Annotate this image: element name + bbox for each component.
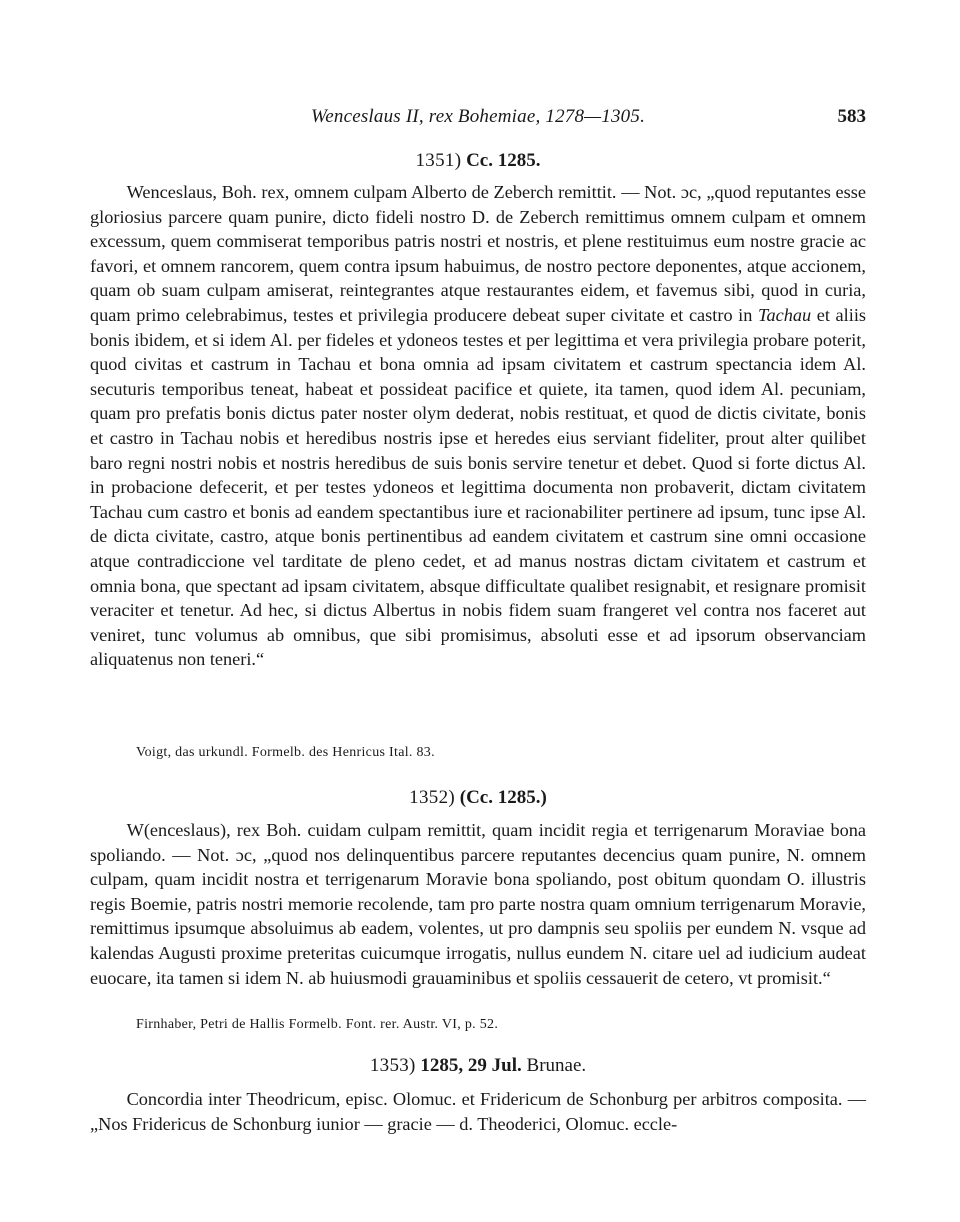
- entry-date: Cc. 1285.: [466, 150, 541, 171]
- page-number: 583: [837, 106, 866, 127]
- entry-text-italic: Tachau: [758, 304, 812, 325]
- entry-heading-1352: [90, 787, 866, 809]
- page-header: [90, 106, 866, 134]
- entry-date: 1285, 29 Jul.: [420, 1055, 522, 1076]
- entry-heading-1351: [90, 150, 866, 172]
- entry-text: Wenceslaus, Boh. rex, omnem culpam Alberto de Zeberch remittit. — Not. ɔc, „quod reputantes esse gloriosius parcere quam punire, dicto fideli nostro D. de Zeberch remittimus omnem culpam et omnem excessum, quem commiserat temporibus patris nostri et nostris, et plene restituimus eum nostre gracie ac favori, et omnem rancorem, quem contra ipsum habuimus, de nostro pectore deponentes, atque accionem, quam ob suam culpam amiserat, reintegrantes atque restaurantes eidem, et favemus sibi, quod in curia, quam primo celebrabimus, testes et privilegia producere debeat super civitate et castro in: [90, 182, 866, 325]
- entry-body-1353: Concordia inter Theodricum, episc. Olomuc. et Fridericum de Schonburg per arbitros composita. — „Nos Fridericus de Schonburg iunior — gracie — d. Theoderici, Olomuc. eccle-: [90, 1089, 866, 1134]
- entry-source-1351: Voigt, das urkundl. Formelb. des Henricus Ital. 83.: [136, 745, 435, 760]
- entry-number: 1351): [415, 150, 462, 171]
- entry-date: (Cc. 1285.): [459, 787, 547, 808]
- entry-body-1351: [90, 180, 866, 672]
- entry-text-rest: et aliis bonis ibidem, et si idem Al. per fideles et ydoneos testes et per legittima et vera privilegia probare poterit, quod civitas et castrum in Tachau et bona omnia ad ipsam civitatem et castrum spectancia idem Al. secuturis temporibus teneat, habeat et possideat pacifice et quiete, ita tamen, quod idem Al. pecuniam, quam pro prefatis bonis dictus pater noster olym dederat, nobis restituat, et quod de dictis civitate, bonis et castro in Tachau nobis et heredibus nostris ipse et heredes eius serviant fideliter, prout alter quilibet baro regni nostri nobis et nostris heredibus de suis bonis servire tenetur et debet. Quod si forte dictus Al. in probacione defecerit, et per testes ydoneos et legittima documenta non probaverit, dictam civitatem Tachau cum castro et bonis ad eandem spectantibus iure et racionabiliter pertinere ad ipsum, tunc ipse Al. de dicta civitate, castro, atque bonis pertinentibus ad eandem civitatem et castrum sine omni occasione atque contradiccione vel tarditate de pleno cedet, et ad manus nostras dictam civitatem et castrum et omnia bona, que spectant ad ipsam civitatem, absque difficultate qualibet resignabit, et resignare promisit veraciter et tenetur. Ad hec, si dictus Albertus in nobis fidem suam frangeret vel contra nos faceret aut veniret, tunc volumus ab omnibus, que sibi promisimus, absoluti esse et ad ipsorum observanciam aliquatenus non teneri.“: [90, 304, 867, 670]
- entry-heading-1353: [90, 1055, 866, 1077]
- running-title: Wenceslaus II, rex Bohemiae, 1278—1305.: [310, 106, 646, 127]
- entry-place: Brunae.: [526, 1055, 587, 1076]
- entry-body-1352: W(enceslaus), rex Boh. cuidam culpam remittit, quam incidit regia et terrigenarum Moraviae bona spoliando. — Not. ɔc, „quod nos delinquentibus parcere reputantes decencius quam punire, N. omnem culpam, quam incidit nostra et terrigenarum Moravie bona spoliando, post obitum quondam O. illustris regis Boemie, patris nostri memorie recolende, tam pro parte nostra quam omnium terrigenarum Moravie, remittimus ipsumque absoluimus ab eadem, volentes, ut pro dampnis seu spoliis per eundem N. vsque ad kalendas Augusti proxime preteritas cuicumque irrogatis, nullus eundem N. citare uel ad iudicium audeat euocare, ita tamen si idem N. ab huiusmodi grauaminibus et spoliis cessauerit de cetero, vt promisit.“: [90, 820, 866, 988]
- entry-number: 1353): [369, 1055, 416, 1076]
- entry-number: 1352): [409, 787, 455, 808]
- entry-source-1352: Firnhaber, Petri de Hallis Formelb. Font. rer. Austr. VI, p. 52.: [136, 1017, 499, 1032]
